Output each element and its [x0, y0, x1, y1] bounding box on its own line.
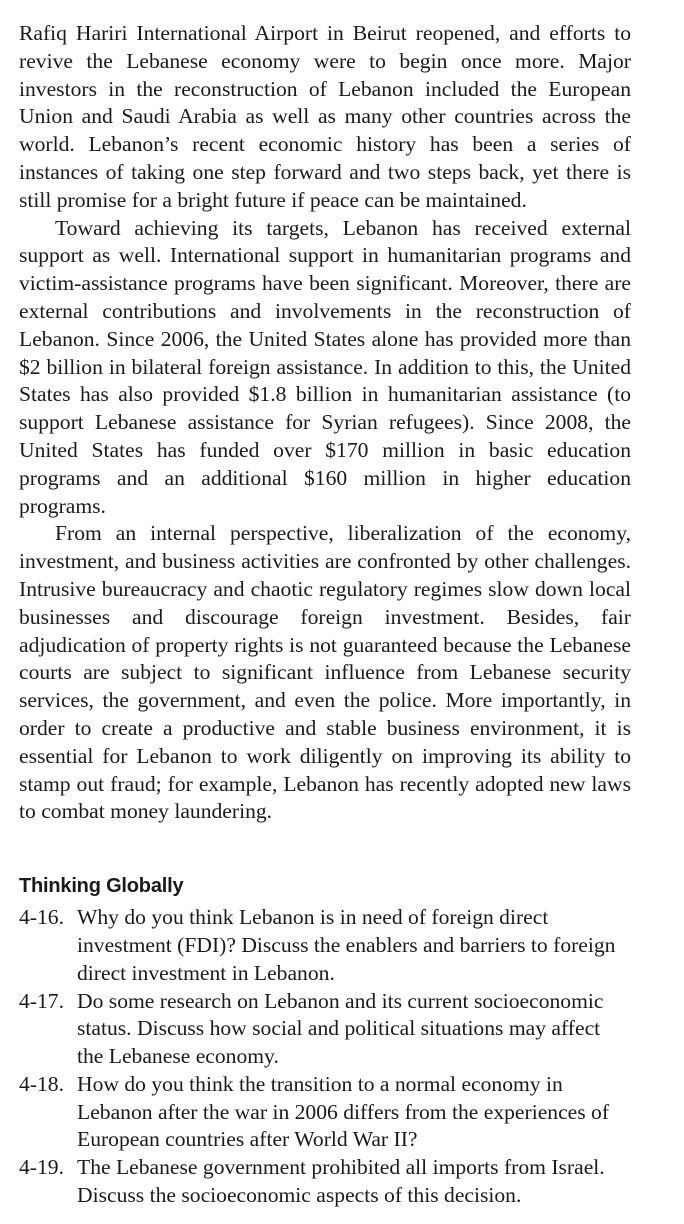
body-paragraph-3: From an internal perspective, liberalization of the economy, investment, and business activities are confronted by other challenges. Intrusive bureaucracy and chaotic regulatory regimes slow down local businesses and discourage foreign investment. Besides, fair adjudication of property rights is not guaranteed because the Lebanese courts are subject to significant influence from Lebanese security services, the government, and even the police. More importantly, in order to create a productive and stable business environment, it is essential for Lebanon to work diligently on improving its ability to stamp out fraud; for example, Lebanon has recently adopted new laws to combat money laundering.	[19, 521, 631, 824]
question-text: Do some research on Lebanon and its current socioeconomic status. Discuss how social and political situations may affect the Lebanese economy.	[77, 988, 604, 1069]
question-text: The Lebanese government prohibited all imports from Israel. Discuss the socioeconomic aspects of this decision.	[77, 1155, 605, 1208]
question-list	[19, 904, 631, 1210]
question-number: 4-19.	[19, 1155, 64, 1180]
question-item	[19, 1154, 631, 1210]
question-item	[19, 1071, 631, 1154]
body-paragraph-1: Rafiq Hariri International Airport in Beirut reopened, and efforts to revive the Lebanese economy were to begin once more. Major investors in the reconstruction of Lebanon included the European Union and Saudi Arabia as well as many other countries across the world. Lebanon’s recent economic history has been a series of instances of taking one step forward and two steps back, yet there is still promise for a bright future if peace can be maintained.	[19, 21, 631, 212]
section-heading-thinking-globally: Thinking Globally	[19, 875, 184, 898]
question-text: How do you think the transition to a normal economy in Lebanon after the war in 2006 differs from the experiences of European countries after World War II?	[77, 1071, 610, 1152]
question-number: 4-18.	[19, 1071, 64, 1096]
question-item	[19, 988, 631, 1071]
question-number: 4-17.	[19, 988, 64, 1013]
document-page	[19, 20, 631, 1210]
body-paragraph-2: Toward achieving its targets, Lebanon has received external support as well. International support in humanitarian programs and victim-assistance programs have been significant. Moreover, there are external contributions and involvements in the reconstruction of Lebanon. Since 2006, the United States alone has provided more than $2 billion in bilateral foreign assistance. In addition to this, the United States has also provided $1.8 billion in humanitarian assistance (to support Lebanese assistance for Syrian refugees). Since 2008, the United States has funded over $170 million in basic education programs and an additional $160 million in higher education programs.	[19, 215, 631, 518]
question-number: 4-16.	[19, 905, 64, 930]
question-item	[19, 904, 631, 987]
question-text: Why do you think Lebanon is in need of foreign direct investment (FDI)? Discuss the enablers and barriers to foreign direct investment in Lebanon.	[77, 905, 616, 985]
